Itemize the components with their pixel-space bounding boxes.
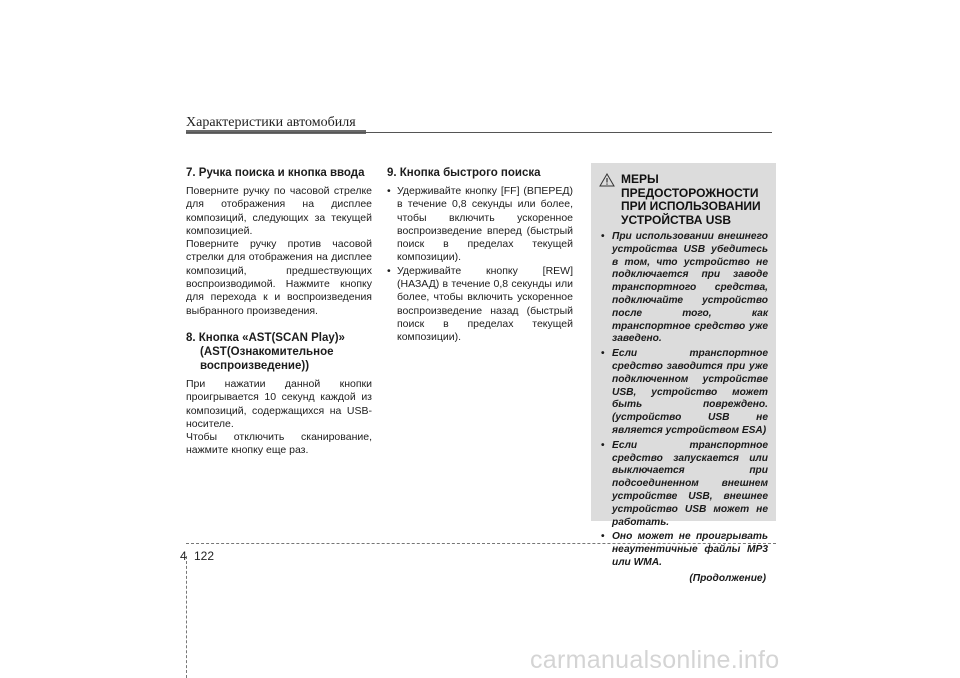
caution-title-line-4: УСТРОЙСТВА USB [621,212,732,227]
section-8-heading-line-3: воспроизведение)) [200,359,310,372]
section-8-paragraph-2: Чтобы отключить сканирование, нажмите кнопку еще раз. [186,431,372,457]
caution-item: • Оно может не проигрывать неаутентичные файлы MP3 или WMA. [599,531,768,569]
middle-column [387,166,573,345]
page-number [180,549,214,563]
footer-rule [186,543,776,544]
footer-vertical-rule [186,556,187,678]
section-number: 4 [180,549,187,563]
list-item: • Удерживайте кнопку [FF] (ВПЕРЕД) в течение 0,8 секунды или более, чтобы включить ускоренное воспроизведение вперед (быстрый поиск в пределах текущей композиции). [387,185,573,265]
section-8-heading-line-2: (AST(Ознакомительное [200,345,334,358]
section-8-paragraph-1: При нажатии данной кнопки проигрывается 10 секунд каждой из композиций, содержащихся на USB-носителе. [186,377,372,430]
caution-item: • При использовании внешнего устройства USB убедитесь в том, что устройство не подключается при заводе транспортного средства, подключайте устройство после того, как транспортное средство уже заведено. [599,231,768,346]
caution-box [591,163,776,584]
page-header-title: Характеристики автомобиля [186,115,356,130]
section-9-heading: 9. Кнопка быстрого поиска [387,167,541,179]
section-7-paragraph-1: Поверните ручку по часовой стрелке для отображения на дисплее композиций, следующих за текущей композицией. [186,185,372,237]
header-rule [186,132,772,133]
caution-item: • Если транспортное средство заводится при уже подключенном устройстве USB, устройство может быть повреждено. (устройство USB не является устройством ESA) [599,348,768,438]
continued-label: (Продолжение) [689,572,766,584]
caution-item: • Если транспортное средство запускается или выключается при подсоединенном внешнем устройстве USB, внешнее устройство USB может не работать. [599,440,768,530]
caution-title-line-2: ПРЕДОСТОРОЖНОСТИ [621,185,759,200]
caution-title-line-3: ПРИ ИСПОЛЬЗОВАНИИ [621,199,761,213]
warning-triangle-icon [599,173,615,187]
page-number-value: 122 [194,549,215,563]
watermark-text: carmanualsonline.info [530,646,780,674]
caution-header [599,173,768,227]
section-8-heading [186,331,372,373]
section-8-heading-line-1: 8. Кнопка «AST(SCAN Play)» [186,331,345,344]
section-7-paragraph-2: Поверните ручку против часовой стрелки для отображения на дисплее композиций, предшествующих воспроизводимой. Нажмите кнопку для перехода к и воспроизведения выбранного произведения. [186,238,372,317]
section-7-heading: 7. Ручка поиска и кнопка ввода [186,167,365,179]
list-item: • Удерживайте кнопку [REW] (НАЗАД) в течение 0,8 секунды или более, чтобы включить ускоренное воспроизведение назад (быстрый поиск в пределах текущей композиции). [387,265,573,345]
left-column [186,166,372,458]
caution-title-line-1: МЕРЫ [621,172,659,186]
caution-list [599,231,768,570]
section-9-bullet-list [387,185,573,345]
